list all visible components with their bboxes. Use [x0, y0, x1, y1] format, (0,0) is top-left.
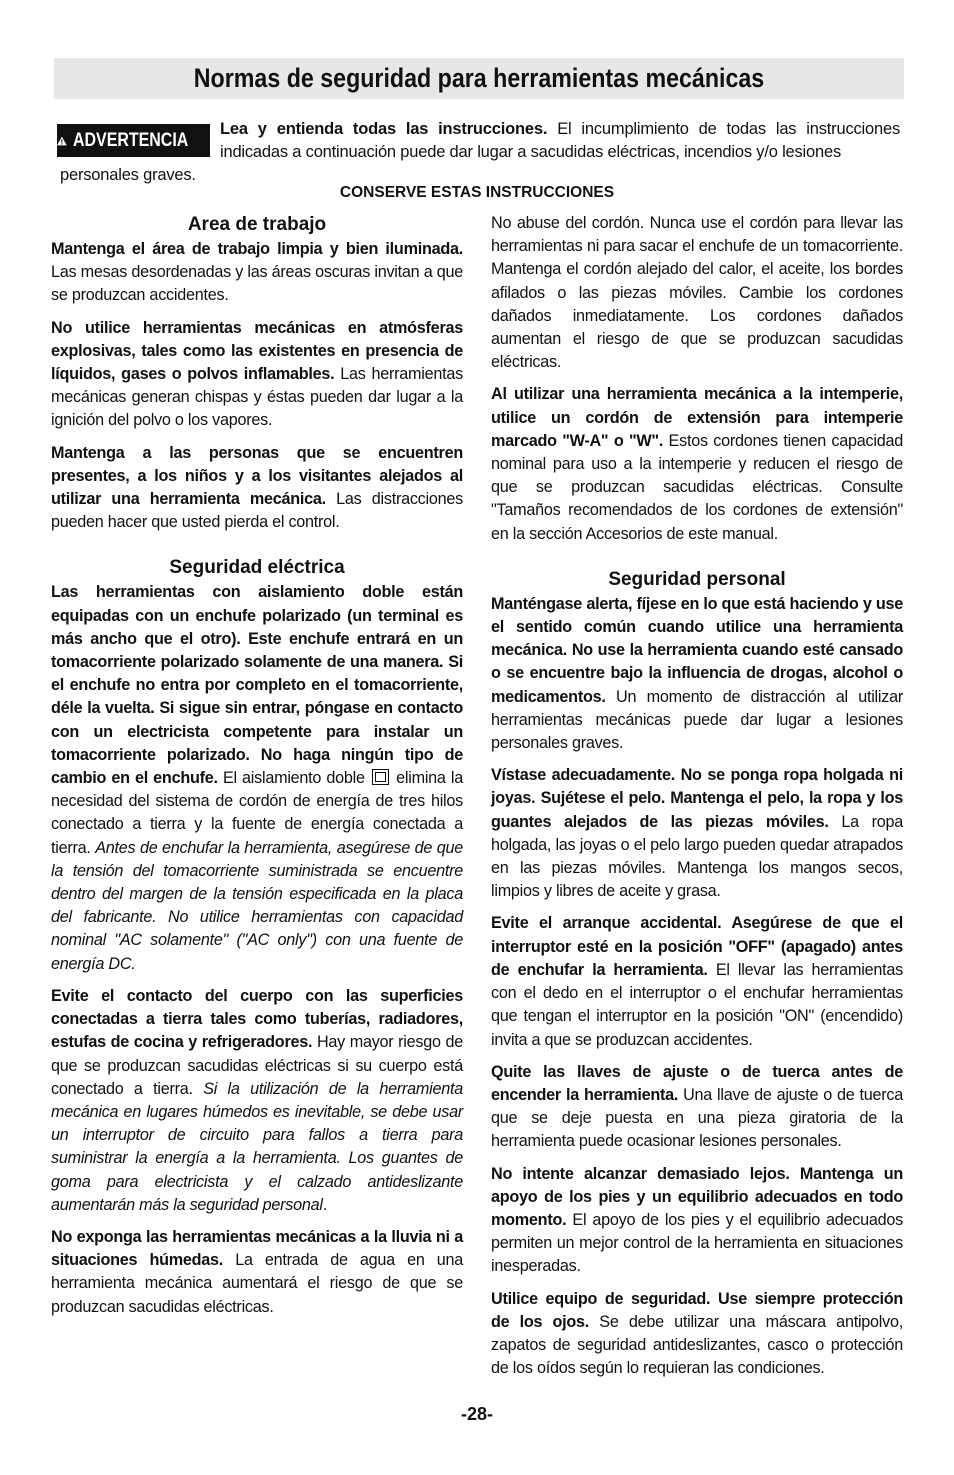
bold-text: No intente alcanzar demasiado lejos. Mantenga un apoyo de los pies y un equilibrio adecuados en todo momento.: [491, 1164, 903, 1229]
double-insulation-icon: [372, 769, 389, 785]
bold-text: Al utilizar una herramienta mecánica a la intemperie, utilice un cordón de extensión para intemperie marcado "W-A" o "W".: [491, 385, 903, 450]
paragraph: [491, 1163, 903, 1279]
left-column: [51, 212, 463, 1328]
body-text: El apoyo de los pies y el equilibrio adecuados permiten un mejor control de la herramienta en situaciones inesperadas.: [491, 1210, 903, 1276]
bold-text: No exponga las herramientas mecánicas a la lluvia ni a situaciones húmedas.: [51, 1227, 463, 1270]
body-text: Las herramientas mecánicas generan chispas y éstas pueden dar lugar a la ignición del polvo o los vapores.: [51, 365, 463, 430]
warning-triangle-icon: [57, 133, 67, 149]
conserve-instructions: CONSERVE ESTAS INSTRUCCIONES: [339, 184, 615, 201]
bold-text: Vístase adecuadamente. No se ponga ropa holgada ni joyas. Sujétese el pelo. Mantenga el pelo, la ropa y los guantes alejados de las piezas móviles.: [491, 766, 903, 831]
bold-text: Mantenga a las personas que se encuentren presentes, a los niños y a los visitantes alejados al utilizar una herramienta mecánica.: [51, 443, 463, 509]
body-text: Un momento de distracción al utilizar herramientas mecánicas puede dar lugar a lesiones personales graves.: [491, 687, 903, 753]
body-text: Las distracciones pueden hacer que usted pierda el control.: [51, 490, 463, 532]
body-text: Una llave de ajuste o de tuerca que se deje puesta en una pieza giratoria de la herramienta puede ocasionar lesiones personales.: [491, 1085, 903, 1151]
warning-text: [220, 118, 900, 164]
bold-text: Evite el arranque accidental. Asegúrese de que el interruptor esté en la posición "OFF" (apagado) antes de enchufar la herramienta.: [491, 914, 903, 979]
body-text: elimina la necesidad del sistema de cordón de energía de tres hilos conectado a tierra y la fuente de energía conectada a tierra.: [51, 769, 463, 857]
body-text: Hay mayor riesgo de que se produzcan sacudidas eléctricas si su cuerpo está conectado a tierra.: [51, 1033, 463, 1098]
heading-area-trabajo: Area de trabajo: [187, 214, 327, 235]
paragraph: [491, 593, 903, 755]
warning-badge: [57, 124, 210, 157]
paragraph: [51, 581, 463, 975]
warning-lead-bold: Lea y entienda todas las instrucciones.: [220, 120, 548, 138]
bold-text: Evite el contacto del cuerpo con las superficies conectadas a tierra tales como tuberías, radiadores, estufas de cocina y refrigeradores.: [51, 986, 463, 1052]
italic-text: Antes de enchufar la herramienta, asegúrese de que la tensión del tomacorriente suministrada se encuentre dentro del margen de la tensión especificada en la placa del fabricante. No utilice herramientas con capacidad nominal "AC solamente" ("AC only") con una fuente de energía DC.: [51, 838, 463, 973]
body-text: Se debe utilizar una máscara antipolvo, zapatos de seguridad antideslizantes, casco o protección de los oídos según lo requieran las condiciones.: [491, 1312, 903, 1378]
body-text: Las mesas desordenadas y las áreas oscuras invitan a que se produzcan accidentes.: [51, 263, 463, 305]
heading-seguridad-personal: Seguridad personal: [608, 568, 786, 590]
paragraph: [491, 212, 903, 374]
bold-text: Quite las llaves de ajuste o de tuerca antes de encender la herramienta.: [491, 1062, 903, 1104]
body-text: .: [322, 1195, 328, 1214]
bold-text: Manténgase alerta, fíjese en lo que está haciendo y use el sentido común cuando utilice una herramienta mecánica. No use la herramienta cuando esté cansado o se encuentre bajo la influencia de drogas, alcohol o medicamentos.: [491, 594, 903, 706]
paragraph: [491, 764, 903, 903]
warning-lead-text: El incumplimiento de todas las instrucciones indicadas a continuación puede dar lugar a sacudidas eléctricas, incendios y/o lesiones: [220, 120, 901, 161]
bold-text: Mantenga el área de trabajo limpia y bien iluminada.: [51, 240, 463, 258]
body-text: El llevar las herramientas con el dedo en el interruptor o el enchufar herramientas que tengan el interruptor en la posición "ON" (encendido) invita a que se produzcan accidentes.: [491, 960, 903, 1049]
bold-text: No utilice herramientas mecánicas en atmósferas explosivas, tales como las existentes en presencia de líquidos, gases o polvos inflamables.: [51, 318, 463, 384]
paragraph: [491, 383, 903, 545]
bold-text: Las herramientas con aislamiento doble están equipadas con un enchufe polarizado (un terminal es más ancho que el otro). Este enchufe entrará en un tomacorriente polarizado solamente de una manera. Si el enchufe no entra por completo en el tomacorriente, déle la vuelta. Si sigue sin entrar, póngase en contacto con un electricista competente para instalar un tomacorriente polarizado. No haga ningún tipo de cambio en el enchufe.: [51, 583, 463, 788]
warning-text-end: personales graves.: [60, 166, 196, 184]
page-title: Normas de seguridad para herramientas mecánicas: [193, 63, 765, 93]
paragraph: [51, 442, 463, 535]
body-text: Estos cordones tienen capacidad nominal para uso a la intemperie y reducen el riesgo de que se produzcan sacudidas eléctricas. Consulte "Tamaños recomendados de los cordones de extensión" en la sección Accesorios de este manual.: [491, 431, 903, 543]
heading-seguridad-electrica: Seguridad eléctrica: [169, 557, 345, 579]
body-text: La ropa holgada, las joyas o el pelo largo pueden quedar atrapados en las piezas móviles. Mantenga los mangos secos, limpios y libres de aceite y grasa.: [491, 812, 903, 901]
page-number: -28-: [460, 1404, 493, 1424]
body-text: El aislamiento doble: [217, 769, 370, 788]
bold-text: Utilice equipo de seguridad. Use siempre protección de los ojos.: [491, 1289, 903, 1331]
paragraph: [51, 985, 463, 1217]
paragraph: [491, 912, 903, 1051]
paragraph: [51, 1226, 463, 1319]
right-column: [491, 212, 903, 1389]
paragraph: [51, 238, 463, 308]
body-text: La entrada de agua en una herramienta mecánica aumentará el riesgo de que se produzcan sacudidas eléctricas.: [51, 1251, 463, 1316]
warning-label: ADVERTENCIA: [72, 129, 189, 151]
paragraph: [491, 1288, 903, 1381]
body-text: No abuse del cordón. Nunca use el cordón para llevar las herramientas ni para sacar el enchufe de un tomacorriente. Mantenga el cordón alejado del calor, el aceite, los bordes afilados o las piezas móviles. Cambie los cordones dañados inmediatamente. Los cordones dañados aumentan el riesgo de que se produzcan sacudidas eléctricas.: [491, 214, 903, 372]
italic-text: Si la utilización de la herramienta mecánica en lugares húmedos es inevitable, se debe usar un interruptor de circuito para fallos a tierra para suministrar la energía a la herramienta. Los guantes de goma para electricista y el calzado antideslizante aumentarán más la seguridad personal: [51, 1079, 463, 1214]
title-bar: [54, 58, 904, 99]
paragraph: [491, 1061, 903, 1154]
paragraph: [51, 317, 463, 433]
